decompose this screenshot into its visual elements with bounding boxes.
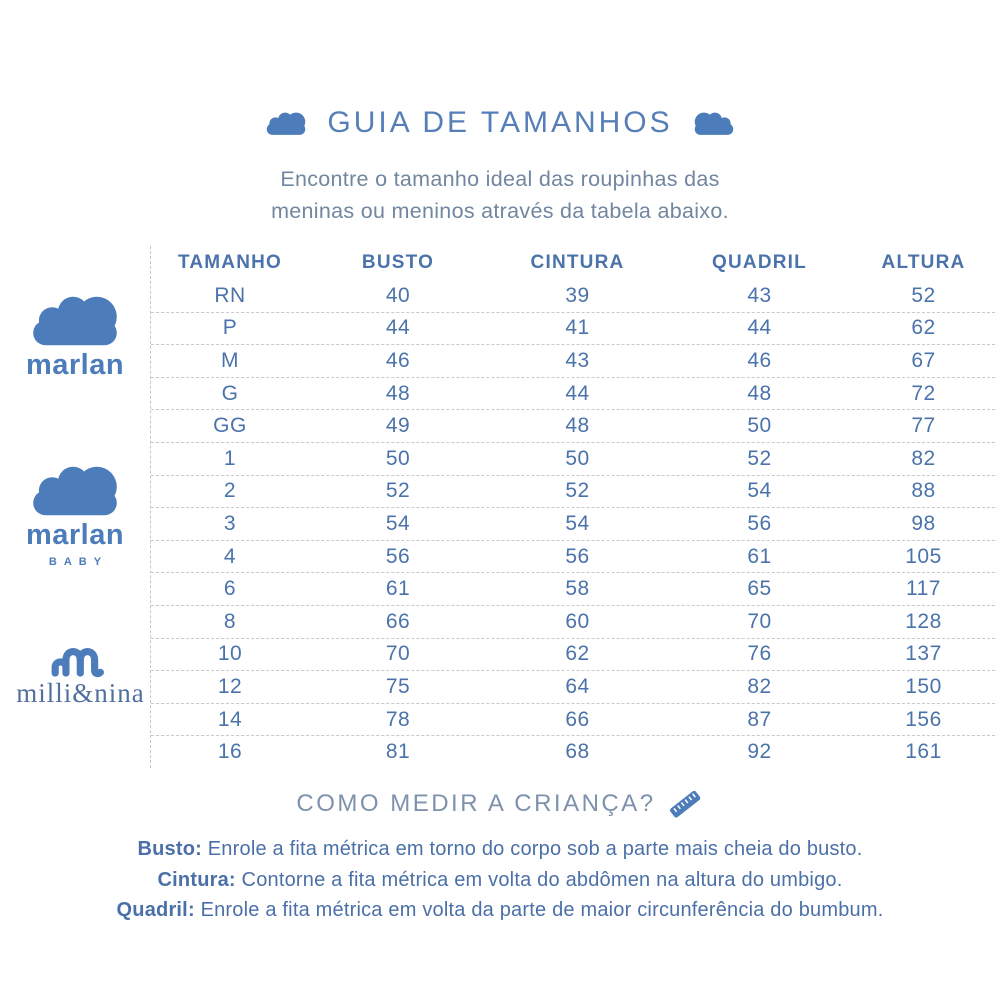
millinina-wordmark: milli&nina <box>16 678 145 708</box>
table-cell: 67 <box>911 348 936 372</box>
table-cell: 10 <box>217 642 243 666</box>
instruction-line: Busto: Enrole a fita métrica em torno do corpo sob a parte mais cheia do busto. <box>137 838 863 860</box>
subtitle-line-1: Encontre o tamanho ideal das roupinhas das <box>280 167 720 191</box>
table-row <box>151 378 995 411</box>
subtitle-line-2: meninas ou meninos através da tabela abaixo. <box>271 199 729 223</box>
instruction-line: Cintura: Contorne a fita métrica em volta do abdômen na altura do umbigo. <box>157 868 843 891</box>
measure-instructions <box>0 834 1000 926</box>
size-table <box>150 246 995 768</box>
marlan-baby-wordmark: marlan <box>25 519 125 551</box>
table-cell: 88 <box>911 479 936 503</box>
cloud-icon <box>28 462 122 519</box>
table-row <box>151 508 995 541</box>
table-cell: 44 <box>747 316 772 340</box>
table-cell: 48 <box>565 414 590 438</box>
table-cell: 43 <box>747 283 772 307</box>
how-to-measure-title: COMO MEDIR A CRIANÇA? <box>296 790 656 817</box>
table-cell: 156 <box>905 707 942 731</box>
table-cell: 66 <box>565 707 590 731</box>
marlan-baby-logo <box>24 462 126 568</box>
column-header-quadril: QUADRIL <box>712 252 807 273</box>
table-cell: 46 <box>747 348 772 372</box>
baby-label: BABY <box>48 556 109 568</box>
table-cell: M <box>221 348 239 372</box>
table-cell: 50 <box>747 414 772 438</box>
table-cell: 52 <box>911 283 936 307</box>
table-cell: 12 <box>217 674 243 698</box>
table-cell: 52 <box>747 446 772 470</box>
table-cell: 137 <box>905 642 942 666</box>
ruler-icon <box>666 785 704 823</box>
column-header-tamanho: TAMANHO <box>177 252 283 273</box>
table-cell: 87 <box>747 707 772 731</box>
table-cell: RN <box>214 283 246 307</box>
table-cell: 60 <box>565 609 590 633</box>
table-cell: 58 <box>565 577 590 601</box>
table-cell: 44 <box>565 381 590 405</box>
table-cell: 52 <box>385 479 411 503</box>
instruction-label: Cintura: <box>157 868 236 891</box>
table-cell: 70 <box>385 642 411 666</box>
how-to-measure-heading <box>0 785 1000 823</box>
table-cell: 105 <box>905 544 942 568</box>
table-cell: 2 <box>223 479 237 503</box>
table-cell: 4 <box>223 544 237 568</box>
table-header-row <box>151 246 995 280</box>
table-cell: 49 <box>385 414 411 438</box>
table-row <box>151 606 995 639</box>
table-cell: 70 <box>747 609 772 633</box>
table-cell: GG <box>213 414 247 438</box>
table-cell: 54 <box>385 511 411 535</box>
table-cell: 50 <box>385 446 411 470</box>
table-cell: 161 <box>905 740 942 764</box>
table-row <box>151 443 995 476</box>
table-cell: 8 <box>223 609 237 633</box>
table-cell: 82 <box>747 674 772 698</box>
page-subtitle <box>0 163 1000 227</box>
table-cell: P <box>222 316 238 340</box>
table-cell: 56 <box>747 511 772 535</box>
table-cell: 66 <box>385 609 411 633</box>
table-cell: 72 <box>911 381 936 405</box>
table-cell: 92 <box>747 740 772 764</box>
table-cell: 43 <box>565 348 590 372</box>
table-cell: 81 <box>385 740 411 764</box>
table-cell: 3 <box>223 511 237 535</box>
table-cell: 68 <box>565 740 590 764</box>
table-cell: 46 <box>385 348 411 372</box>
cloud-icon <box>28 292 122 349</box>
column-header-busto: BUSTO <box>361 252 435 273</box>
table-cell: 117 <box>906 577 941 601</box>
table-cell: 150 <box>905 674 942 698</box>
table-row <box>151 736 995 768</box>
table-cell: 44 <box>385 316 411 340</box>
title-row <box>0 106 1000 140</box>
table-row <box>151 476 995 509</box>
table-cell: 1 <box>223 446 237 470</box>
table-cell: 76 <box>747 642 772 666</box>
table-cell: 54 <box>747 479 772 503</box>
table-cell: 62 <box>565 642 590 666</box>
table-cell: 56 <box>385 544 411 568</box>
table-cell: 48 <box>747 381 772 405</box>
table-cell: G <box>221 381 239 405</box>
table-row <box>151 345 995 378</box>
table-cell: 61 <box>747 544 772 568</box>
table-cell: 56 <box>565 544 590 568</box>
table-cell: 40 <box>385 283 411 307</box>
table-cell: 78 <box>385 707 411 731</box>
table-cell: 39 <box>565 283 590 307</box>
table-cell: 75 <box>385 674 411 698</box>
table-cell: 77 <box>911 414 936 438</box>
table-row <box>151 573 995 606</box>
millinina-logo <box>8 638 153 709</box>
marlan-logo <box>24 292 126 382</box>
instruction-label: Busto: <box>137 838 203 860</box>
table-cell: 64 <box>565 674 590 698</box>
size-table-body <box>151 280 995 768</box>
table-cell: 65 <box>747 577 772 601</box>
table-row <box>151 704 995 737</box>
table-cell: 62 <box>911 316 936 340</box>
table-row <box>151 541 995 574</box>
table-cell: 41 <box>565 316 590 340</box>
table-cell: 54 <box>565 511 590 535</box>
table-cell: 6 <box>223 577 237 601</box>
table-row <box>151 671 995 704</box>
table-cell: 14 <box>217 707 243 731</box>
millinina-m-icon <box>48 638 114 678</box>
column-header-cintura: CINTURA <box>530 252 625 273</box>
table-cell: 82 <box>911 446 936 470</box>
table-row <box>151 639 995 672</box>
table-cell: 61 <box>385 577 411 601</box>
table-row <box>151 410 995 443</box>
cloud-icon <box>693 110 735 137</box>
table-cell: 52 <box>565 479 590 503</box>
column-header-altura: ALTURA <box>881 252 966 273</box>
page-title: GUIA DE TAMANHOS <box>327 106 673 139</box>
table-cell: 48 <box>385 381 411 405</box>
instruction-label: Quadril: <box>116 899 195 921</box>
table-cell: 128 <box>905 609 942 633</box>
table-cell: 16 <box>217 740 243 764</box>
cloud-icon <box>265 110 307 137</box>
table-cell: 50 <box>565 446 590 470</box>
table-row <box>151 280 995 313</box>
table-cell: 98 <box>911 511 936 535</box>
instruction-line: Quadril: Enrole a fita métrica em volta da parte de maior circunferência do bumbum. <box>116 899 884 921</box>
marlan-wordmark: marlan <box>25 349 125 381</box>
table-row <box>151 313 995 346</box>
